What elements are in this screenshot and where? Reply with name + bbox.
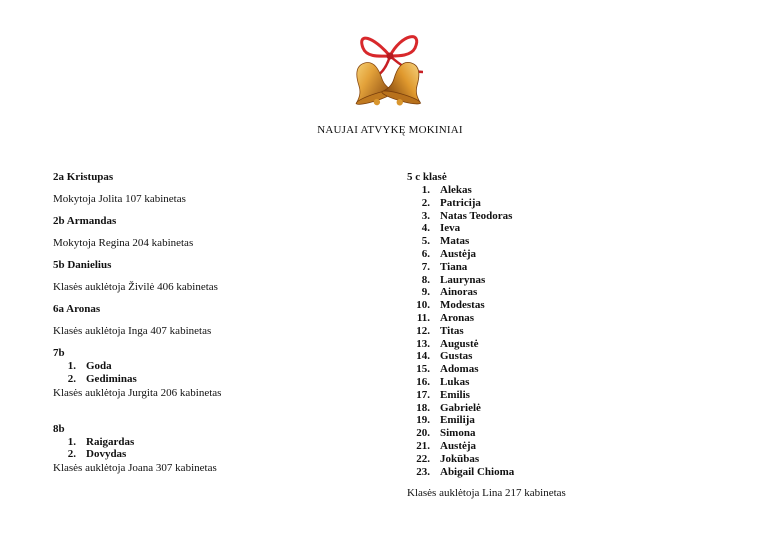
teacher-7b: Klasės auklėtoja Jurgita 206 kabinetas — [53, 386, 222, 399]
teacher-2a: Mokytoja Jolita 107 kabinetas — [53, 193, 186, 205]
list-item: 2. Dovydas — [67, 448, 127, 461]
left-column — [53, 170, 373, 475]
list-item: 10. Modestas — [416, 299, 485, 312]
page-title: NAUJAI ATVYKĘ MOKINIAI — [317, 124, 463, 136]
list-item: 23. Abigail Chioma — [416, 465, 515, 478]
teacher-5c: Klasės auklėtoja Lina 217 kabinetas — [407, 487, 566, 500]
right-column — [407, 170, 737, 500]
student-list-7b — [53, 360, 373, 386]
teacher-6a: Klasės auklėtoja Inga 407 kabinetas — [53, 325, 212, 337]
list-item: 5. Matas — [421, 235, 470, 248]
class-heading-5c: 5 c klasė — [407, 171, 447, 183]
student-list-5c — [407, 184, 737, 478]
class-heading-7b: 7b — [53, 347, 65, 359]
christmas-bells-icon — [343, 26, 437, 112]
list-item: 6. Austėja — [421, 247, 477, 260]
list-item: 2. Gediminas — [67, 372, 137, 385]
list-item: 21. Austėja — [416, 439, 477, 452]
list-item: 19. Emilija — [416, 414, 475, 427]
teacher-2b: Mokytoja Regina 204 kabinetas — [53, 237, 194, 249]
list-item: 7. Tiana — [421, 260, 468, 273]
list-item: 16. Lukas — [416, 375, 470, 388]
class-heading-5b: 5b Danielius — [53, 259, 112, 271]
teacher-5b: Klasės auklėtoja Živilė 406 kabinetas — [53, 281, 218, 293]
teacher-8b: Klasės auklėtoja Joana 307 kabinetas — [53, 462, 217, 475]
list-item: 18. Gabrielė — [416, 401, 481, 414]
class-heading-2a: 2a Kristupas — [53, 171, 114, 183]
class-heading-8b: 8b — [53, 422, 65, 435]
list-item: 4. Ieva — [421, 222, 461, 235]
list-item: 13. Augustė — [416, 337, 479, 350]
list-item: 9. Ainoras — [421, 286, 478, 299]
class-heading-2b: 2b Armandas — [53, 215, 117, 227]
list-item: 11. Aronas — [416, 311, 475, 324]
list-item: 3. Natas Teodoras — [421, 209, 513, 222]
list-item: 8. Laurynas — [421, 273, 486, 286]
list-item: 15. Adomas — [416, 363, 479, 376]
list-item: 14. Gustas — [416, 350, 473, 363]
list-item: 12. Titas — [416, 324, 464, 337]
list-item: 2. Patricija — [421, 196, 481, 209]
list-item: 22. Jokūbas — [416, 452, 480, 465]
list-item: 1. Goda — [67, 360, 112, 372]
list-item: 1. Alekas — [421, 184, 472, 196]
list-item: 20. Simona — [416, 427, 476, 440]
list-item: 1. Raigardas — [67, 435, 135, 448]
student-list-8b — [53, 436, 373, 462]
list-item: 17. Emilis — [416, 388, 470, 401]
class-heading-6a: 6a Aronas — [53, 303, 101, 315]
